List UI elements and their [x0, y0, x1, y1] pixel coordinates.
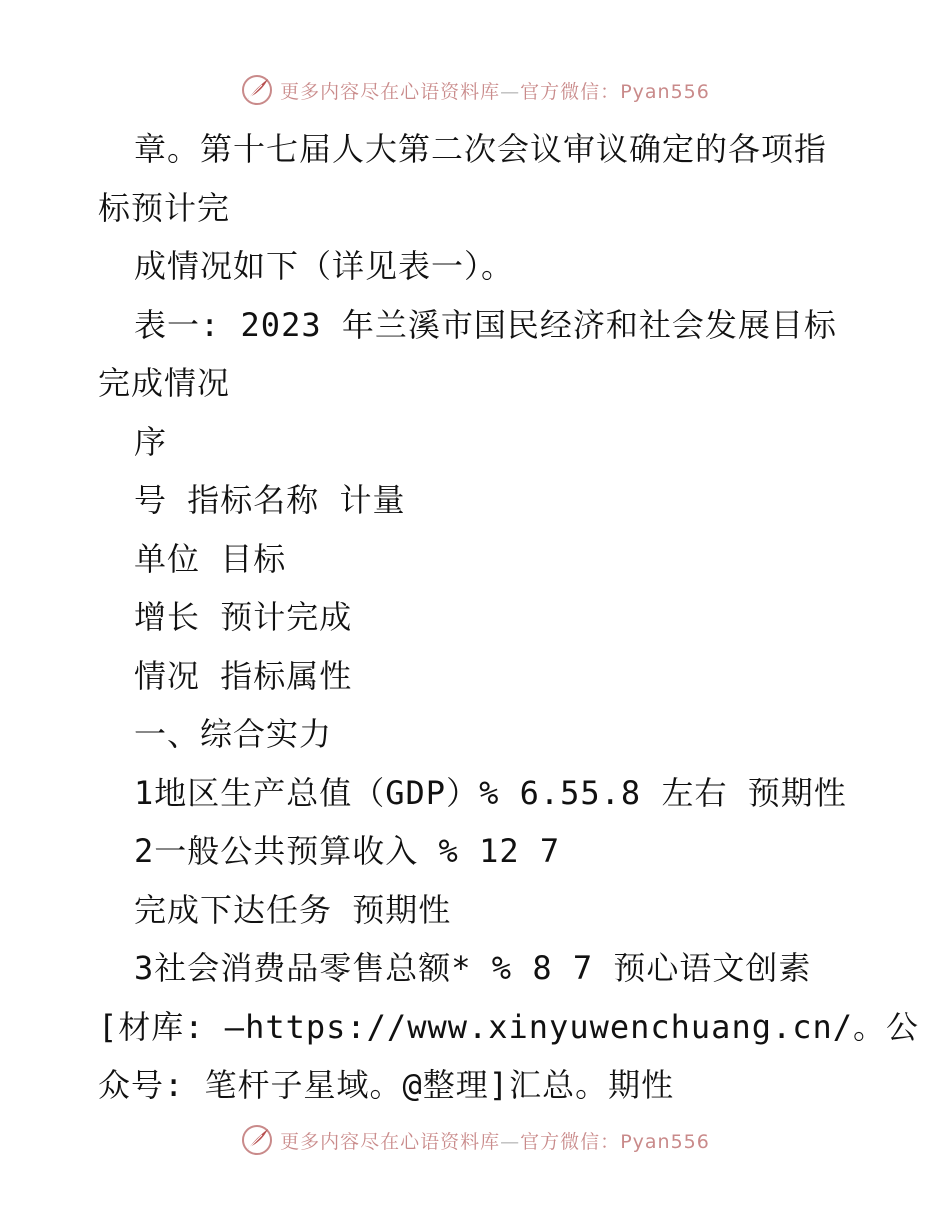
header-site-name: 更多内容尽在心语资料库 [280, 80, 501, 103]
text-line: 章。第十七届人大第二次会议审议确定的各项指 [134, 130, 828, 168]
table-header-line: 序 [134, 422, 168, 461]
text-line: 标预计完 [98, 188, 231, 227]
table-header-line: 情况 指标属性 [134, 656, 353, 695]
header-watermark-text [280, 77, 710, 104]
table-row: 3社会消费品零售总额* % 8 7 预心语文创素 [134, 949, 812, 987]
table-header-line: 号 指标名称 计量 [134, 481, 406, 519]
header-dash: — [500, 80, 521, 103]
section-heading: 一、综合实力 [134, 715, 333, 753]
text-line: 成情况如下（详见表一）。 [134, 247, 515, 285]
table-row: 2一般公共预算收入 % 12 7 [134, 832, 561, 870]
feather-quill-logo-icon [240, 1123, 274, 1157]
footer-site-name: 更多内容尽在心语资料库 [280, 1130, 501, 1153]
footer-watermark-text [280, 1127, 710, 1154]
header-wechat-label: 官方微信： [520, 80, 621, 103]
table-caption: 表一: 2023 年兰溪市国民经济和社会发展目标 [134, 305, 837, 344]
table-header-line: 增长 预计完成 [134, 598, 353, 636]
text-line: 众号: 笔杆子星域。@整理]汇总。期性 [98, 1066, 675, 1104]
footer-wechat-label: 官方微信： [520, 1130, 621, 1153]
table-header-line: 单位 目标 [134, 539, 287, 578]
footer-dash: — [500, 1130, 521, 1153]
document-body [98, 120, 920, 1115]
footer-wechat-id: Pyan556 [620, 1130, 710, 1153]
table-caption-cont: 完成情况 [98, 364, 231, 402]
table-row: 完成下达任务 预期性 [134, 890, 452, 929]
header-wechat-id: Pyan556 [620, 80, 710, 103]
text-line: [材库: —https://www.xinyuwenchuang.cn/。公 [98, 1007, 920, 1046]
footer-watermark [0, 1120, 950, 1160]
feather-quill-logo-icon [240, 73, 274, 107]
header-watermark [0, 70, 950, 110]
table-row: 1地区生产总值（GDP）% 6.55.8 左右 预期性 [134, 773, 847, 812]
